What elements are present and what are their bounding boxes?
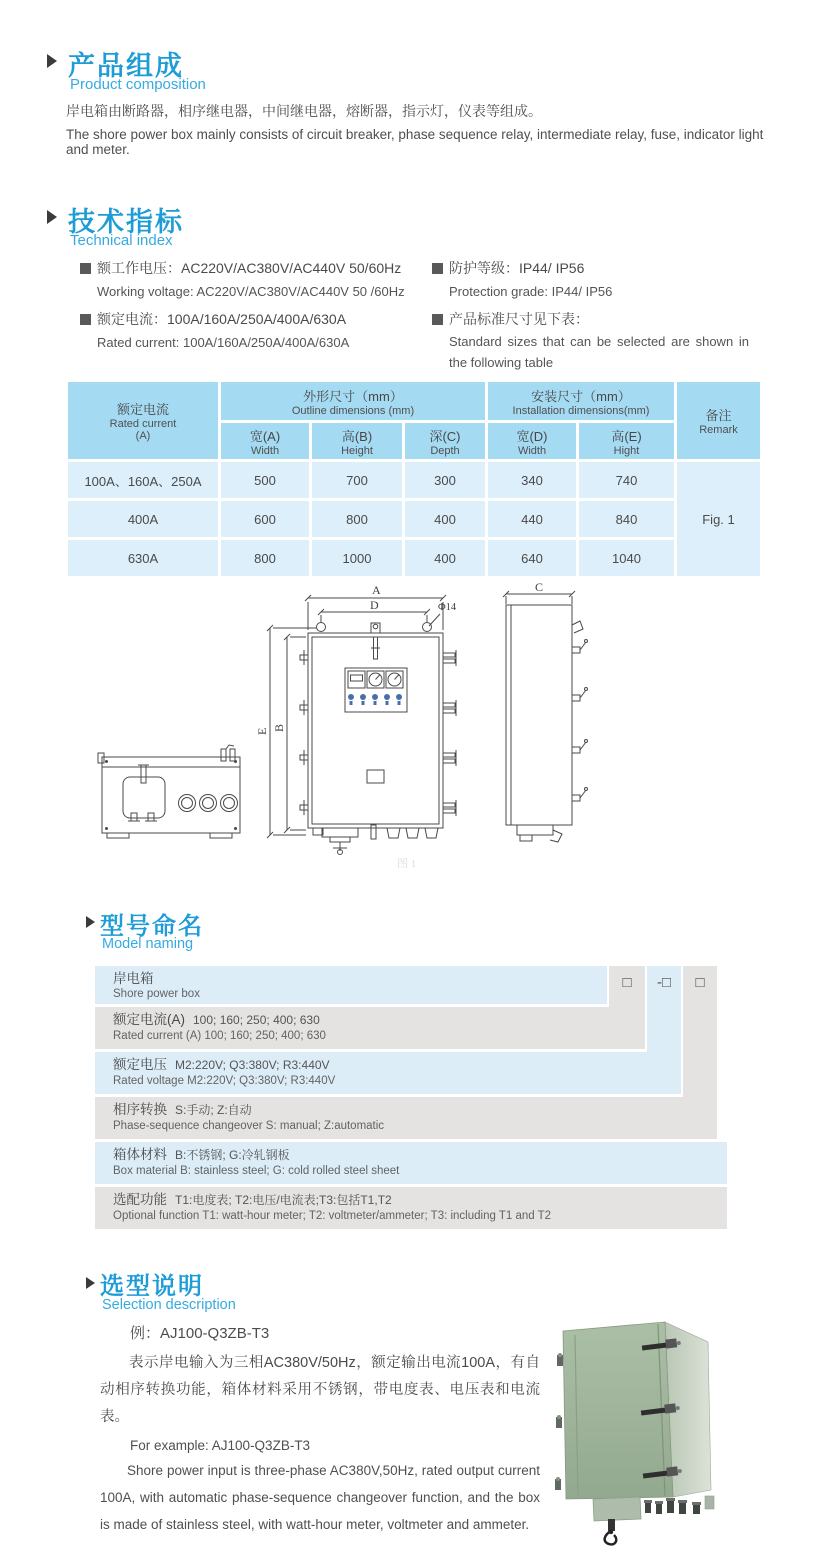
technical-drawing: [0, 580, 830, 890]
section-title-selection: 选型说明: [100, 1273, 204, 1300]
meter-panel: [345, 668, 407, 712]
naming-row-shore-power-box: 岸电箱 Shore power box: [95, 966, 607, 1004]
code-box-2: -□: [656, 974, 672, 991]
front-view-drawing: [267, 595, 456, 855]
section-arrow-icon: [86, 916, 95, 928]
bullet-square-icon: [80, 314, 91, 325]
side-latches: [572, 640, 588, 802]
bullet-square-icon: [80, 263, 91, 274]
table-subheader-depth-c: 深(C) Depth: [405, 423, 485, 459]
table-cell: 1040: [579, 540, 674, 576]
table-cell: 440: [488, 501, 576, 537]
section-title-technical-index: 技术指标: [68, 207, 184, 237]
table-cell-remark: Fig. 1: [677, 462, 760, 576]
bullet-square-icon: [432, 263, 443, 274]
code-box-3: □: [695, 974, 705, 991]
section-subtitle-model-naming: Model naming: [102, 936, 194, 952]
table-cell: 400: [405, 540, 485, 576]
table-cell: 400: [405, 501, 485, 537]
dim-label-b: B: [272, 723, 286, 732]
dim-label-a: A: [372, 583, 381, 597]
naming-row-phase-sequence: 相序转换 S:手动; Z:自动 Phase-sequence changeover S: manual; Z:automatic: [95, 1097, 717, 1139]
spec-rated-current-zh: 额定电流：100A/160A/250A/400A/630A: [80, 309, 346, 329]
table-subheader-width-a: 宽(A) Width: [221, 423, 309, 459]
front-right-hinges: [443, 650, 456, 816]
section-arrow-icon: [86, 1277, 95, 1289]
table-cell: 630A: [68, 540, 218, 576]
section-title-product-composition: 产品组成: [68, 51, 184, 81]
section-arrow-icon: [47, 210, 57, 224]
product-photo: [545, 1300, 830, 1568]
dimension-table: [68, 382, 760, 576]
bottom-view-drawing: [98, 745, 240, 838]
dim-label-c: C: [535, 580, 544, 594]
table-cell: 100A、160A、250A: [68, 462, 218, 498]
table-subheader-height-e: 高(E) Hight: [579, 423, 674, 459]
selection-desc-en: Shore power input is three-phase AC380V,50Hz, rated output current 100A, with automatic phase-sequence changeover function, and the box is made of stainless steel, with watt-hour meter, voltmeter and ammeter.: [100, 1463, 540, 1532]
spec-protection-grade-en: Protection grade: IP44/ IP56: [449, 284, 613, 299]
table-cell: 640: [488, 540, 576, 576]
hinges: [555, 1353, 563, 1490]
naming-row-box-material: 箱体材料 B:不锈钢; G:冷轧钢板 Box material B: stainless steel; G: cold rolled steel sheet: [95, 1142, 727, 1184]
table-cell: 400A: [68, 501, 218, 537]
table-cell: 340: [488, 462, 576, 498]
table-cell: 800: [312, 501, 402, 537]
table-cell: 840: [579, 501, 674, 537]
bullet-square-icon: [432, 314, 443, 325]
hole-label: Φ14: [438, 602, 457, 613]
table-cell: 300: [405, 462, 485, 498]
spec-rated-current-en: Rated current: 100A/160A/250A/400A/630A: [97, 335, 350, 350]
selection-desc-zh: 表示岸电输入为三相AC380V/50Hz，额定输出电流100A，有自动相序转换功能，箱体材料采用不锈钢，带电度表、电压表和电流表。: [100, 1355, 540, 1425]
naming-row-rated-voltage: 额定电压 M2:220V; Q3:380V; R3:440V Rated voltage M2:220V; Q3:380V; R3:440V: [95, 1052, 681, 1094]
product-composition-text-zh: 岸电箱由断路器，相序继电器，中间继电器，熔断器，指示灯，仪表等组成。: [66, 103, 542, 119]
table-cell: 600: [221, 501, 309, 537]
spec-protection-grade-zh: 防护等级：IP44/ IP56: [432, 258, 584, 278]
selection-example-en: For example: AJ100-Q3ZB-T3: [130, 1438, 311, 1453]
spec-working-voltage-zh: 额工作电压：AC220V/AC380V/AC440V 50/60Hz: [80, 258, 401, 278]
indicator-lights: [348, 694, 402, 705]
naming-row-optional-function: 选配功能 T1:电度表; T2:电压/电流表;T3:包括T1,T2 Optional function T1: watt-hour meter; T2: voltmeter/ammeter; T3: including T1 and T2: [95, 1187, 727, 1229]
table-cell: 700: [312, 462, 402, 498]
section-subtitle-product-composition: Product composition: [70, 76, 206, 93]
table-header-rated-current: 额定电流 Rated current (A): [68, 382, 218, 459]
naming-row-rated-current: 额定电流(A) 100; 160; 250; 400; 630 Rated current (A) 100; 160; 250; 400; 630: [95, 1007, 645, 1049]
model-naming-diagram: [95, 966, 728, 1232]
section-subtitle-selection: Selection description: [102, 1297, 236, 1313]
selection-example-zh: 例：AJ100-Q3ZB-T3: [130, 1325, 270, 1342]
cable-glands: [644, 1496, 714, 1514]
table-header-remark: 备注 Remark: [677, 382, 760, 459]
table-header-outline: 外形尺寸（mm） Outline dimensions (mm): [221, 382, 485, 420]
section-arrow-icon: [47, 54, 57, 68]
section-subtitle-technical-index: Technical index: [70, 232, 173, 249]
front-left-bolts: [300, 650, 308, 815]
selection-text-block: [100, 1322, 540, 1538]
table-cell: 740: [579, 462, 674, 498]
table-subheader-width-d: 宽(D) Width: [488, 423, 576, 459]
product-composition-text-en: The shore power box mainly consists of circuit breaker, phase sequence relay, intermediate relay, fuse, indicator light and meter.: [66, 127, 764, 157]
table-cell: 500: [221, 462, 309, 498]
spec-standard-sizes-en: Standard sizes that can be selected are shown in the following table: [449, 334, 749, 370]
code-box-1: □: [622, 974, 632, 991]
spec-standard-sizes-zh: 产品标准尺寸见下表：: [432, 309, 589, 329]
figure-caption: 图 1: [397, 858, 417, 870]
table-subheader-height-b: 高(B) Height: [312, 423, 402, 459]
spec-working-voltage-en: Working voltage: AC220V/AC380V/AC440V 50 /60Hz: [97, 284, 405, 299]
table-cell: 1000: [312, 540, 402, 576]
side-view-drawing: [503, 591, 588, 842]
section-title-model-naming: 型号命名: [100, 913, 204, 940]
dim-label-d: D: [370, 598, 379, 612]
table-cell: 800: [221, 540, 309, 576]
dim-label-e: E: [255, 727, 269, 735]
dimension-labels: [255, 580, 543, 870]
table-header-installation: 安装尺寸（mm） Installation dimensions(mm): [488, 382, 674, 420]
